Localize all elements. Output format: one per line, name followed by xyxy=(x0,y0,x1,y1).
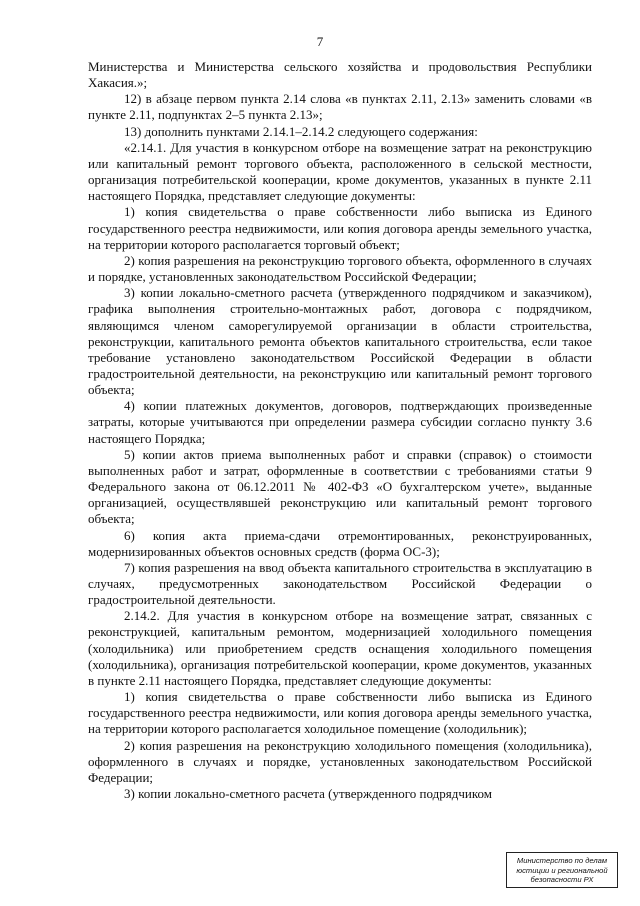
page-number: 7 xyxy=(316,34,324,49)
stamp-line: безопасности РХ xyxy=(530,874,594,884)
registration-stamp xyxy=(506,852,618,888)
stamp-line: юстиции и региональной xyxy=(516,865,608,875)
paragraph-item-12: 12) в абзаце первом пункта 2.14 слова «в пунктах 2.11, 2.13» заменить словами «в пункте 2.11, подпунктах 2–5 пункта 2.13»; xyxy=(88,91,592,123)
paragraph-2-14-1: «2.14.1. Для участия в конкурсном отборе на возмещение затрат на реконструкцию или капитальный ремонт торгового объекта, расположенного в сельской местности, организация потребительской кооперации, кроме документов, указанных в пункте 2.11 настоящего Порядка, представляет следующие документы: xyxy=(88,139,592,204)
stamp-line: Министерство по делам xyxy=(516,856,608,866)
list-item-2: 2) копия разрешения на реконструкцию холодильного помещения (холодильника), оформленного в случаях и порядке, установленных законодательством Российской Федерации; xyxy=(88,737,592,785)
paragraph-2-14-2: 2.14.2. Для участия в конкурсном отборе на возмещение затрат, связанных с реконструкцией, капитальным ремонтом, модернизацией холодильного помещения (холодильника) или приобретением средств оснащения холодильного помещения (холодильника), организация потребительской кооперации, кроме документов, указанных в пункте 2.11 настоящего Порядка, представляет следующие документы: xyxy=(88,608,592,688)
list-item-6: 6) копия акта приема-сдачи отремонтированных, реконструированных, модернизированных объектов основных средств (форма ОС-3); xyxy=(88,527,592,559)
list-item-3: 3) копии локально-сметного расчета (утвержденного подрядчиком xyxy=(124,786,492,802)
document-body xyxy=(88,59,592,802)
list-item-1: 1) копия свидетельства о праве собственности либо выписка из Единого государственного реестра недвижимости, или копия договора аренды земельного участка, на территории которого располагается холодильное помещение (холодильник); xyxy=(88,689,592,737)
list-item-2: 2) копия разрешения на реконструкцию торгового объекта, оформленного в случаях и порядке, установленных законодательством Российской Федерации; xyxy=(88,252,592,285)
list-item-4: 4) копии платежных документов, договоров, подтверждающих произведенные затраты, которые учитываются при определении размера субсидии согласно пункту 3.6 настоящего Порядка; xyxy=(88,398,592,446)
paragraph-continuation: Министерства и Министерства сельского хозяйства и продовольствия Республики Хакасия.»; xyxy=(88,59,592,91)
list-item-7: 7) копия разрешения на ввод объекта капитального строительства в эксплуатацию в случаях, предусмотренных законодательством Российской Федерации о градостроительной деятельности. xyxy=(88,559,592,608)
list-item-1: 1) копия свидетельства о праве собственности либо выписка из Единого государственного реестра недвижимости, или копия договора аренды земельного участка, на территории которого располагается торговый объект; xyxy=(88,204,592,252)
list-item-3: 3) копии локально-сметного расчета (утвержденного подрядчиком и заказчиком), графика выполнения строительно-монтажных работ, договора с подрядчиком, являющимся членом саморегулируемой организации в области строительства, реконструкции, капитального ремонта объектов капитального строительства, если такое требование установлено законодательством Российской Федерации в области градостроительной деятельности, на реконструкцию или капитальный ремонт торгового объекта; xyxy=(88,285,592,398)
paragraph-item-13: 13) дополнить пунктами 2.14.1–2.14.2 следующего содержания: xyxy=(124,123,478,139)
list-item-5: 5) копии актов приема выполненных работ и справки (справок) о стоимости выполненных работ и затрат, оформленные в соответствии с требованиями статьи 9 Федерального закона от 06.12.2011 № 402-ФЗ «О бухгалтерском учете», выданные организацией, осуществлявшей реконструкцию или капитальный ремонт торгового объекта; xyxy=(88,446,592,527)
